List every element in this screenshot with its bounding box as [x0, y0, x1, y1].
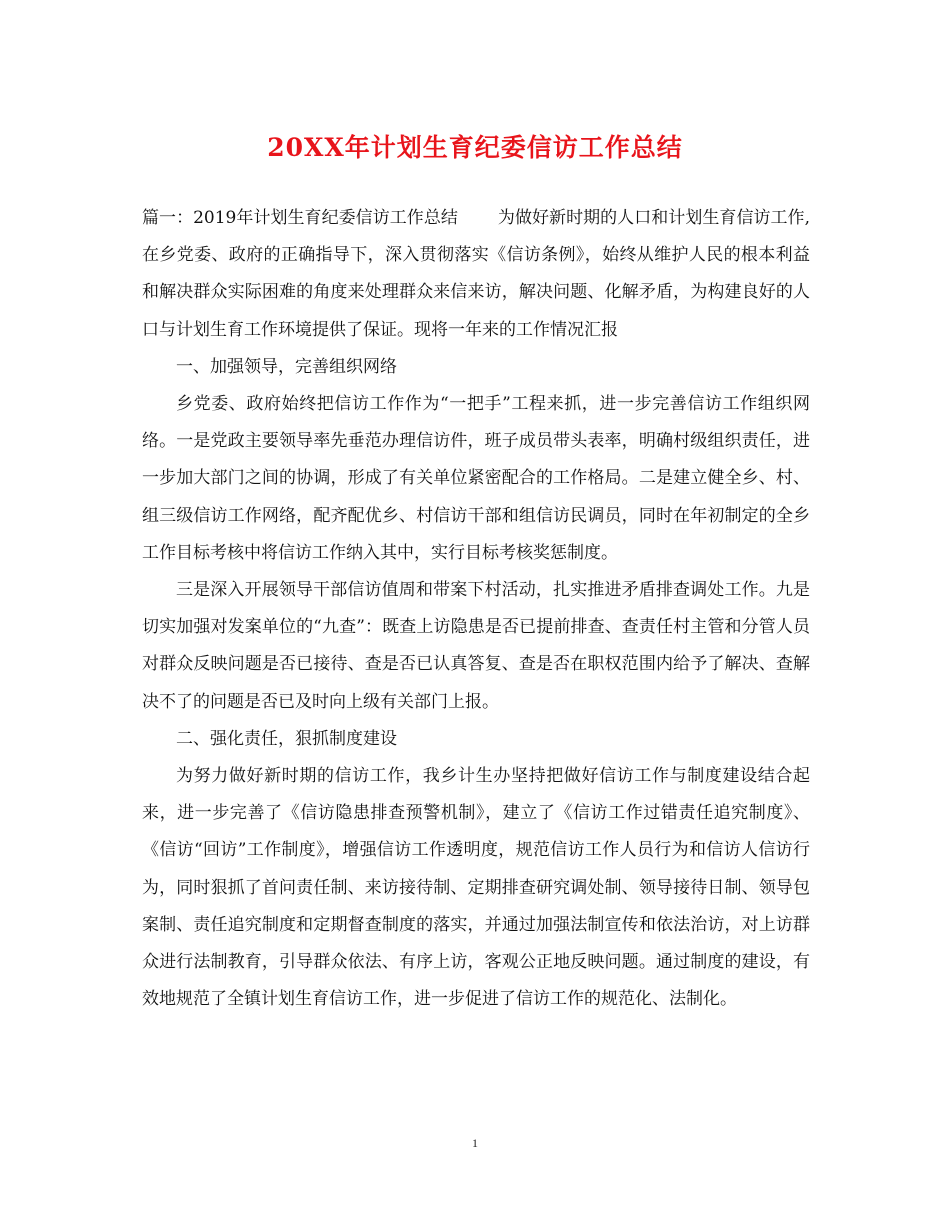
section-heading-2: 二、强化责任，狠抓制度建设	[176, 728, 397, 749]
section-heading-1: 一、加强领导，完善组织网络	[176, 356, 397, 377]
intro-label: 篇一：2019年计划生育纪委信访工作总结	[142, 208, 458, 228]
body-paragraph: 乡党委、政府始终把信访工作作为“一把手”工程来抓，进一步完善信访工作组织网络。一是党政主要领导率先垂范办理信访件，班子成员带头表率，明确村级组织责任，进一步加大部门之间的协调，形成了有关单位紧密配合的工作格局。二是建立健全乡、村、组三级信访工作网络，配齐配优乡、村信访干部和组信访民调员，同时在年初制定的全乡工作目标考核中将信访工作纳入其中，实行目标考核奖惩制度。	[142, 394, 810, 563]
document-body	[142, 200, 810, 1018]
intro-paragraph	[142, 200, 810, 349]
body-paragraph: 为努力做好新时期的信访工作，我乡计生办坚持把做好信访工作与制度建设结合起来，进一步完善了《信访隐患排查预警机制》，建立了《信访工作过错责任追究制度》、《信访“回访”工作制度》，增强信访工作透明度，规范信访工作人员行为和信访人信访行为，同时狠抓了首问责任制、来访接待制、定期排查研究调处制、领导接待日制、领导包案制、责任追究制度和定期督查制度的落实，并通过加强法制宣传和依法治访，对上访群众进行法制教育，引导群众依法、有序上访，客观公正地反映问题。通过制度的建设，有效地规范了全镇计划生育信访工作，进一步促进了信访工作的规范化、法制化。	[142, 766, 810, 1010]
body-paragraph: 三是深入开展领导干部信访值周和带案下村活动，扎实推进矛盾排查调处工作。九是切实加强对发案单位的“九查”：既查上访隐患是否已提前排查、查责任村主管和分管人员对群众反映问题是否已接待、查是否已认真答复、查是否在职权范围内给予了解决、查解决不了的问题是否已及时向上级有关部门上报。	[142, 580, 810, 712]
intro-text: 为做好新时期的人口和计划生育信访工作,在乡党委、政府的正确指导下，深入贯彻落实《信访条例》，始终从维护人民的根本利益和解决群众实际困难的角度来处理群众来信来访，解决问题、化解矛盾，为构建良好的人口与计划生育工作环境提供了保证。现将一年来的工作情况汇报	[142, 208, 810, 340]
page-number: 1	[472, 1136, 478, 1150]
document-title: 20XX年计划生育纪委信访工作总结	[267, 133, 683, 162]
